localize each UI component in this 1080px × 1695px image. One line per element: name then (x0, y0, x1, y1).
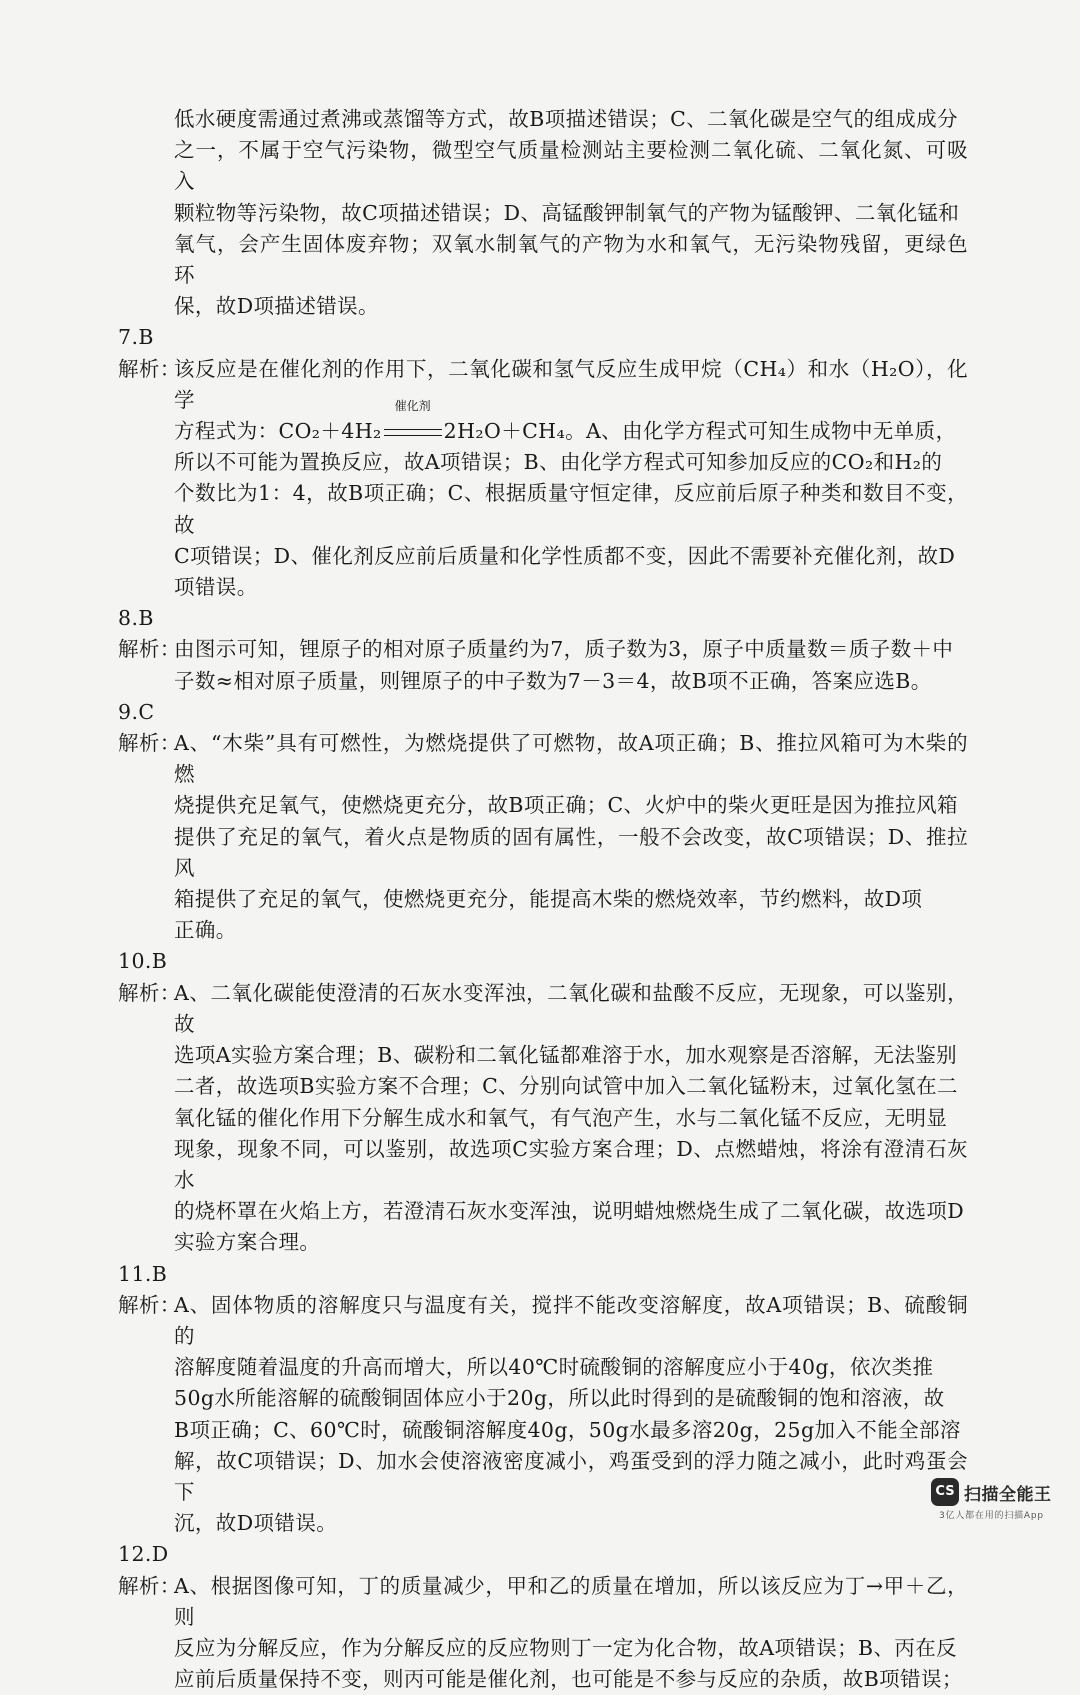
equation-line (174, 399, 968, 447)
equation-products: 2H₂O＋CH₄。A、由化学方程式可知生成物中无单质， (443, 419, 957, 444)
analysis-block (118, 728, 968, 946)
watermark-tagline: 3亿人都在用的扫描App (939, 1511, 1044, 1521)
analysis-line: 解，故C项错误；D、加水会使溶液密度减小，鸡蛋受到的浮力随之减小，此时鸡蛋会下 (174, 1448, 968, 1504)
analysis-line: 选项A实验方案合理；B、碳粉和二氧化锰都难溶于水，加水观察是否溶解，无法鉴别 (174, 1043, 958, 1068)
analysis-line: 反应为分解反应，作为分解反应的反应物则丁一定为化合物，故A项错误；B、丙在反 (174, 1635, 958, 1660)
analysis-line: C项错误；D、催化剂反应前后质量和化学性质都不变，因此不需要补充催化剂，故D (174, 543, 956, 568)
reaction-arrow (382, 399, 444, 447)
analysis-line: 提供了充足的氧气，着火点是物质的固有属性，一般不会改变，故C项错误；D、推拉风 (174, 824, 968, 880)
analysis-line: 二者，故选项B实验方案不合理；C、分别向试管中加入二氧化锰粉末，过氧化氢在二 (174, 1074, 958, 1099)
analysis-line: 现象，现象不同，可以鉴别，故选项C实验方案合理；D、点燃蜡烛，将涂有澄清石灰水 (174, 1136, 968, 1192)
intro-line: 之一，不属于空气污染物，微型空气质量检测站主要检测二氧化硫、二氧化氮、可吸入 (174, 138, 968, 194)
analysis-line: 实验方案合理。 (174, 1230, 321, 1255)
intro-line: 低水硬度需通过煮沸或蒸馏等方式，故B项描述错误；C、二氧化碳是空气的组成成分 (174, 107, 958, 131)
analysis-label: 解析： (118, 1292, 181, 1317)
question-number: 8.B (118, 606, 154, 631)
question-number: 9.C (118, 699, 155, 724)
equals-sign-icon (384, 429, 442, 436)
intro-line: 保，故D项描述错误。 (174, 294, 379, 319)
analysis-block (118, 978, 968, 1259)
analysis-line: 该反应是在催化剂的作用下，二氧化碳和氢气反应生成甲烷（CH₄）和水（H₂O），化学 (174, 356, 968, 412)
answer-content (118, 104, 968, 1695)
analysis-line: 烧提供充足氧气，使燃烧更充分，故B项正确；C、火炉中的柴火更旺是因为推拉风箱 (174, 793, 958, 818)
analysis-label: 解析： (118, 1573, 181, 1598)
intro-line: 氧气，会产生固体废弃物；双氧水制氧气的产物为水和氧气，无污染物残留，更绿色环 (174, 231, 968, 288)
analysis-line: 箱提供了充足的氧气，使燃烧更充分，能提高木柴的燃烧效率，节约燃料，故D项 (174, 887, 923, 912)
analysis-line: B项正确；C、60℃时，硫酸铜溶解度40g，50g水最多溶20g，25g加入不能全部溶 (174, 1417, 961, 1442)
question-number: 10.B (118, 949, 168, 974)
analysis-line: 项错误。 (174, 575, 258, 600)
equation-reactants: 方程式为：CO₂＋4H₂ (174, 419, 382, 444)
analysis-label: 解析： (118, 637, 181, 662)
question-number: 12.D (118, 1542, 169, 1567)
analysis-line: 所以不可能为置换反应，故A项错误；B、由化学方程式可知参加反应的CO₂和H₂的 (174, 450, 943, 475)
analysis-block (118, 1290, 968, 1540)
analysis-line: A、二氧化碳能使澄清的石灰水变浑浊，二氧化碳和盐酸不反应，无现象，可以鉴别，故 (174, 980, 968, 1036)
analysis-line: 溶解度随着温度的升高而增大，所以40℃时硫酸铜的溶解度应小于40g，依次类推 (174, 1355, 934, 1380)
intro-line: 颗粒物等污染物，故C项描述错误；D、高锰酸钾制氧气的产物为锰酸钾、二氧化锰和 (174, 200, 960, 225)
analysis-line: A、根据图像可知，丁的质量减少，甲和乙的质量在增加，所以该反应为丁→甲＋乙，则 (174, 1573, 968, 1629)
analysis-line: 应前后质量保持不变，则丙可能是催化剂，也可能是不参与反应的杂质，故B项错误； (174, 1667, 963, 1692)
analysis-line: 50g水所能溶解的硫酸铜固体应小于20g，所以此时得到的是硫酸铜的饱和溶液，故 (174, 1386, 945, 1411)
analysis-label: 解析： (118, 356, 181, 381)
analysis-line: 氧化锰的催化作用下分解生成水和氧气，有气泡产生，水与二氧化锰不反应，无明显 (174, 1105, 948, 1130)
camscanner-logo-icon: CS (931, 1478, 959, 1506)
analysis-block (118, 354, 968, 604)
watermark-app-name: 扫描全能王 (964, 1485, 1052, 1505)
analysis-label: 解析： (118, 731, 181, 756)
catalyst-label: 催化剂 (394, 399, 431, 414)
analysis-line: 正确。 (174, 918, 237, 943)
analysis-block (118, 634, 968, 696)
analysis-line: A、固体物质的溶解度只与温度有关，搅拌不能改变溶解度，故A项错误；B、硫酸铜的 (174, 1292, 968, 1348)
analysis-line: 子数≈相对原子质量，则锂原子的中子数为7－3＝4，故B项不正确，答案应选B。 (174, 668, 932, 693)
scanner-watermark (931, 1478, 1056, 1521)
analysis-label: 解析： (118, 980, 181, 1005)
analysis-line: 个数比为1：4，故B项正确；C、根据质量守恒定律，反应前后原子种类和数目不变，故 (174, 481, 968, 537)
analysis-line: A、“木柴”具有可燃性，为燃烧提供了可燃物，故A项正确；B、推拉风箱可为木柴的燃 (174, 731, 968, 787)
question-number: 11.B (118, 1261, 168, 1286)
question-number: 7.B (118, 325, 154, 350)
analysis-line: 沉，故D项错误。 (174, 1511, 338, 1536)
analysis-block (118, 1571, 968, 1695)
analysis-line: 由图示可知，锂原子的相对原子质量约为7，质子数为3，原子中质量数＝质子数＋中 (174, 637, 954, 662)
analysis-line: 的烧杯罩在火焰上方，若澄清石灰水变浑浊，说明蜡烛燃烧生成了二氧化碳，故选项D (174, 1199, 965, 1224)
